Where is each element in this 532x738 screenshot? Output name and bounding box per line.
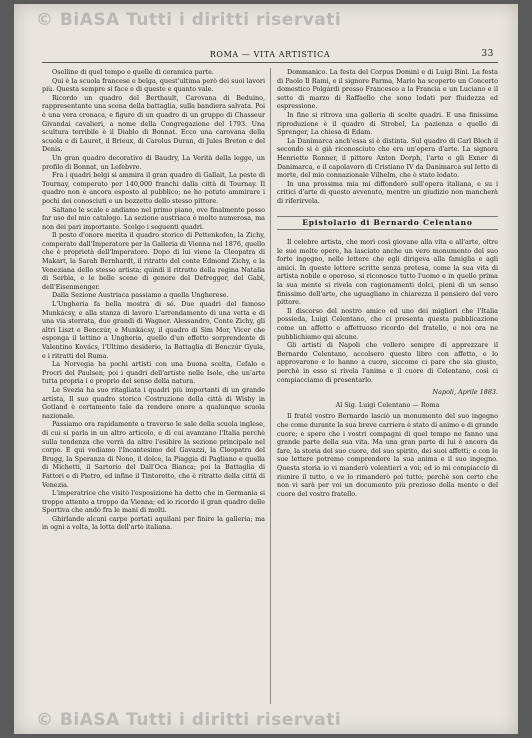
paragraph: Ghirlande alcuni carpe portati aquilani per finire la galleria; ma in ogni a volta, la lotta dell'arte italiana. — [42, 514, 265, 532]
paragraph: Gli artisti di Napoli che vollero sempre di apprezzare il Bernardo Celentano, accolsero questo libro con affetto, e lo approvarono e lo hanno a cuore, siccome ci pare che sia giusto, perchè in esso si rivela l'anima e il cuore di Celentano, così ci compiacciamo di presentarlo. — [277, 341, 498, 384]
right-column — [277, 68, 498, 704]
letter-place-date: Napoli, Aprile 1883. — [432, 388, 498, 397]
letter-paragraph: Il fratel vostro Bernardo lasciò un monumento del suo ingegno che come durante la sua breve carriera è stato di animo e di grande cuore; e spero che i vostri compagni di quel tempo ne fanno una grande parte della sua vita. Ma una gran parte di lui è ancora da fare, la storia del suo cuore, del suo spirito, dei suoi affetti; e con le sue lettere potremo comprendere la sua anima e il suo ingegno. Questa storia io vi manderò volentieri a voi; ed io mi compiaccio di riunire il tutto, e ve lo rimanderò poi tutto; perchè son certo che non vi sarà per voi un documento più prezioso della mente e del cuore del vostro fratello. — [277, 412, 498, 498]
document-page — [14, 4, 518, 734]
watermark-top: © BiASA Tutti i diritti riservati — [36, 10, 342, 30]
letter-salutation: Al Sig. Luigi Celentano — Roma — [335, 400, 440, 409]
paragraph: La Norvegia ha pochi artisti con una buona scelta, Cefalo e Procri del Paulsen; poi i quadri dell'artiste nelle Isole, che un'arte tutta propria i e proprio del senso della natura. — [42, 360, 265, 386]
paragraph: Le Svezia ha suo ritagliata i quadri più importanti di un grande artista, Il suo quadro storico Costruzione della città di Wisby in Gotland è certamente tale da rendere onore a qualunque scuola nazionale. — [42, 385, 265, 420]
page-number: 33 — [481, 49, 494, 59]
paragraph: Un gran quadro decorativo di Baudry, La Verità della legge, un profilo di Bonnat, un Lefebvre. — [42, 153, 265, 171]
page-header — [42, 48, 498, 63]
paragraph: Saltano le scale e andiamo nel primo piano, ove finalmente posso far uso del mio catalogo. La sezione austriaca è molto numerosa, ma non dei pari importante. Scelgo i seguenti quadri. — [42, 205, 265, 231]
paragraph: Oselline di quel tempo e quelle di ceramica parte. — [52, 68, 214, 76]
section-title: Epistolario di Bernardo Celentano — [277, 216, 498, 231]
paragraph: Qui è la scuola francese e belga, quest'ultima però dei suoi lavori più. Questa sempre si face e di queste e quanto vale. — [42, 76, 265, 94]
column-divider — [270, 68, 271, 704]
paragraph: L'imperatrice che visitò l'esposizione ha detto che in Germania si troppo attento a troppo da Vienna; ed io ricordo il gran quadro delle Sportiva che andò fra le mani di molti. — [42, 489, 265, 515]
paragraph: Il posto d'onore merita il quadro storico di Pettenkofen, la Zichy, comperato dall'Imperatore per la Galleria di Vienna nel 1876, quello che è proprietà dell'Imperatore. Dopo di lui viene la Cleopatra di Makart, la Sarah Bernhardt, il ritratto del conte Edmond Zichy, e la Veneziana dello stesso artista; quindi il ritratto della regina Natalia di Serbia, e le belle scene di genere del Defregger, del Gabl, dell'Eisenmenger. — [42, 231, 265, 291]
paragraph: La Danimarca anch'essa si è distinta. Sul quadro di Carl Bloch il secondo si è già riconosciuto che era un'opera d'arte. La signora Henriette Ronner, il pittore Anton Dorph, l'arte e gli Exner di Danimarca, e il capolavoro di Cristiano IV da Danimarca sul letto di morte, del mio connazionale Vilhelm, che è stato lodato. — [277, 136, 498, 180]
paragraph: In fine si ritrova una galleria di scelte quadri. E una finissima riproduzione è il quadro di Strobel, La pazienza e quello di Sprenger, La chiesa di Edam. — [277, 110, 498, 137]
paragraph: Dommanico. La festa del Corpus Domini e di Luigi Bini. La festa di Paolo Il Rami, e il signore Parma, Mario ha scoperto un Concerto domestico Polgárdi presso Francesco a la Francia e un Luciano e il sette di marzo di Raffaello che sono lodati per fluidezza ed espressione. — [277, 68, 498, 111]
paragraph: Il celebre artista, che morì così giovane alla vita e all'arte, oltre le sue molte opere, ha lasciato anche un vero monumento del suo forte ingegno, nelle lettere che egli dirigeva alla famiglia e agli amici. In queste lettere scritte senza pretesa, come la sua vita di artista nobile e operoso, si riconosce tutto l'uomo e in quelle prima la sua mente si rivela con ragionamenti dolci, pieni di un senso finissimo dell'arte, che uguagliano in chiarezza il pensiero del vero pittore. — [277, 238, 498, 307]
running-head: ROMA — VITA ARTISTICA — [209, 50, 331, 59]
paragraph: Passiamo ora rapidamente a traverso le sale della scuola inglese, di cui si parla in un altro articolo, e di cui avanzano l'Italia perchè sulla tendenza che verrà da altre l'esibire la sezione principale nel corpo. E qui vediamo l'Incantesimo del Gavazzi, la Cleopatra del Brugg, la Speranza di Nono, il dolce, la Piaggia di Pagliano e quella di Michetti, il Sartorio del Dall'Oca Bianca; poi la Battaglia di Fattori e di Pietro, ed infine il Tintoretto, che è ritratto della città di Venezia. — [42, 420, 265, 489]
paragraph: Fra i quadri belgi si ammira il gran quadro di Gallait, La peste di Tournay, comperato per 140,000 franchi dalla città di Tournay. Il quadro non è ancora esposto al pubblico; ne ho potuto ammirare i pochi dei conosciuti e un bozzetto dello stesso pittore. — [42, 171, 265, 205]
paragraph: L'Ungheria fa bella mostra di sé. Due quadri del famoso Munkácsy, e alla stanza di lavoro L'arrendamento di una vetta e di una via sterrata, due grandi di Wagner. Alessandro, Conte Zichy, gli altri Liszt e Benczúr, e Munkácsy, il quadro di Sim Mor, Vicer che esponga il lettino a Ungheria, quello d'un effetto sorprendente di Valentino Kovács, l'Ultimo desiderio, la Battaglia di Benczúr Gyula, e i ritratti del Ruma. — [42, 300, 265, 360]
left-column — [42, 68, 265, 704]
paragraph: Ricordo un quadro del Berthault, Carovana di Beduino, rappresentante una scena della battaglia, sulla bandiera salvata. Poi è una vera cronaca, e figure di un quadro di un gruppo di Chasseur Givandai cavalieri, a nome della Congregazione del 1793. Una scultura terribile è il Diablo di Bonnat. Ecco una carovana della scuola e di Lauret, il Brieux, di Carolus Duran, di Jules Breton e del Denis. — [42, 93, 265, 154]
paragraph: Il discorso del nostro amico ed uno dei migliori che l'Italia possieda, Luigi Celentano, che ci presenta questa pubblicazione come un affetto e affettuoso ricordo del fratello, e noi ora ne pubblichiamo qui alcune. — [277, 306, 498, 341]
paragraph: Dalla Sezione Austriaca passiamo a quella Ungherese. — [52, 291, 229, 300]
paragraph: In una prossima mia mi diffonderò sull'opera italiana, e su i critici d'arte di questo avvenuto, mentre un giudizio non mancherà di riferirvela. — [277, 179, 498, 205]
watermark-bottom: © BiASA Tutti i diritti riservati — [36, 710, 342, 730]
